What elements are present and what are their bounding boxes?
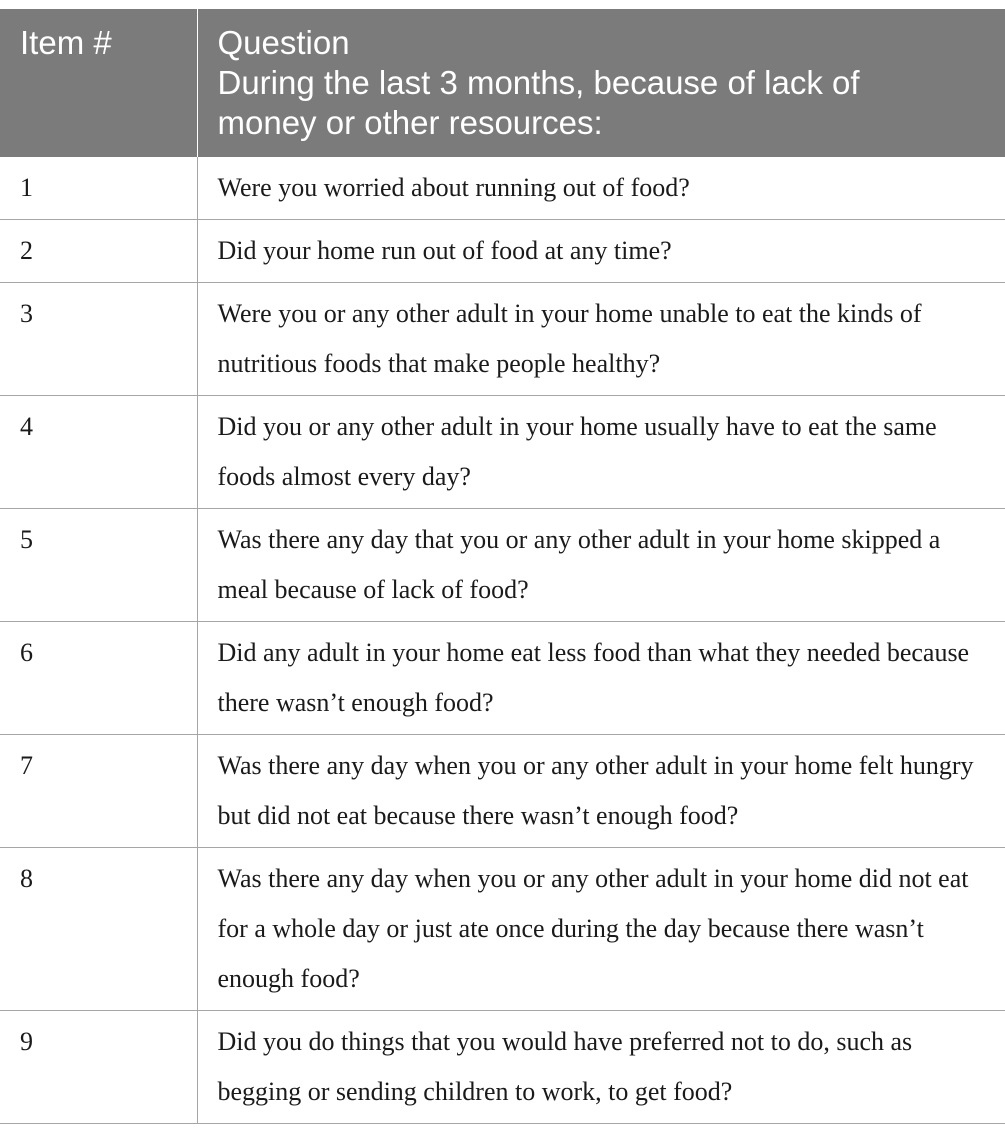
item-number: 2	[0, 220, 197, 283]
question-text: Were you worried about running out of food?	[197, 157, 1005, 220]
item-number: 5	[0, 509, 197, 622]
item-number: 9	[0, 1011, 197, 1124]
questionnaire-table	[0, 9, 1005, 1124]
item-number: 8	[0, 848, 197, 1011]
header-question-subtitle-line2: money or other resources:	[217, 104, 603, 141]
questionnaire-table-container	[0, 9, 1005, 1124]
question-text: Did you or any other adult in your home usually have to eat the same foods almost every day?	[197, 396, 1005, 509]
table-row	[0, 735, 1005, 848]
question-text: Did you do things that you would have preferred not to do, such as begging or sending children to work, to get food?	[197, 1011, 1005, 1124]
table-row	[0, 848, 1005, 1011]
table-row	[0, 396, 1005, 509]
question-text: Was there any day when you or any other adult in your home felt hungry but did not eat because there wasn’t enough food?	[197, 735, 1005, 848]
table-row	[0, 220, 1005, 283]
item-number: 4	[0, 396, 197, 509]
table-row	[0, 622, 1005, 735]
table-row	[0, 283, 1005, 396]
question-text: Did your home run out of food at any time?	[197, 220, 1005, 283]
item-number: 3	[0, 283, 197, 396]
table-row	[0, 157, 1005, 220]
item-number: 7	[0, 735, 197, 848]
question-text: Were you or any other adult in your home unable to eat the kinds of nutritious foods that make people healthy?	[197, 283, 1005, 396]
header-row	[0, 9, 1005, 157]
table-body	[0, 157, 1005, 1124]
table-row	[0, 1011, 1005, 1124]
header-question-title: Question	[217, 24, 350, 61]
question-text: Was there any day that you or any other adult in your home skipped a meal because of lack of food?	[197, 509, 1005, 622]
table-row	[0, 509, 1005, 622]
table-header	[0, 9, 1005, 157]
item-number: 6	[0, 622, 197, 735]
header-question-subtitle-line1: During the last 3 months, because of lack of	[217, 64, 860, 101]
question-text: Did any adult in your home eat less food than what they needed because there wasn’t enough food?	[197, 622, 1005, 735]
header-question	[197, 9, 1005, 157]
header-item-number: Item #	[0, 9, 197, 157]
item-number: 1	[0, 157, 197, 220]
question-text: Was there any day when you or any other adult in your home did not eat for a whole day or just ate once during the day because there wasn’t enough food?	[197, 848, 1005, 1011]
